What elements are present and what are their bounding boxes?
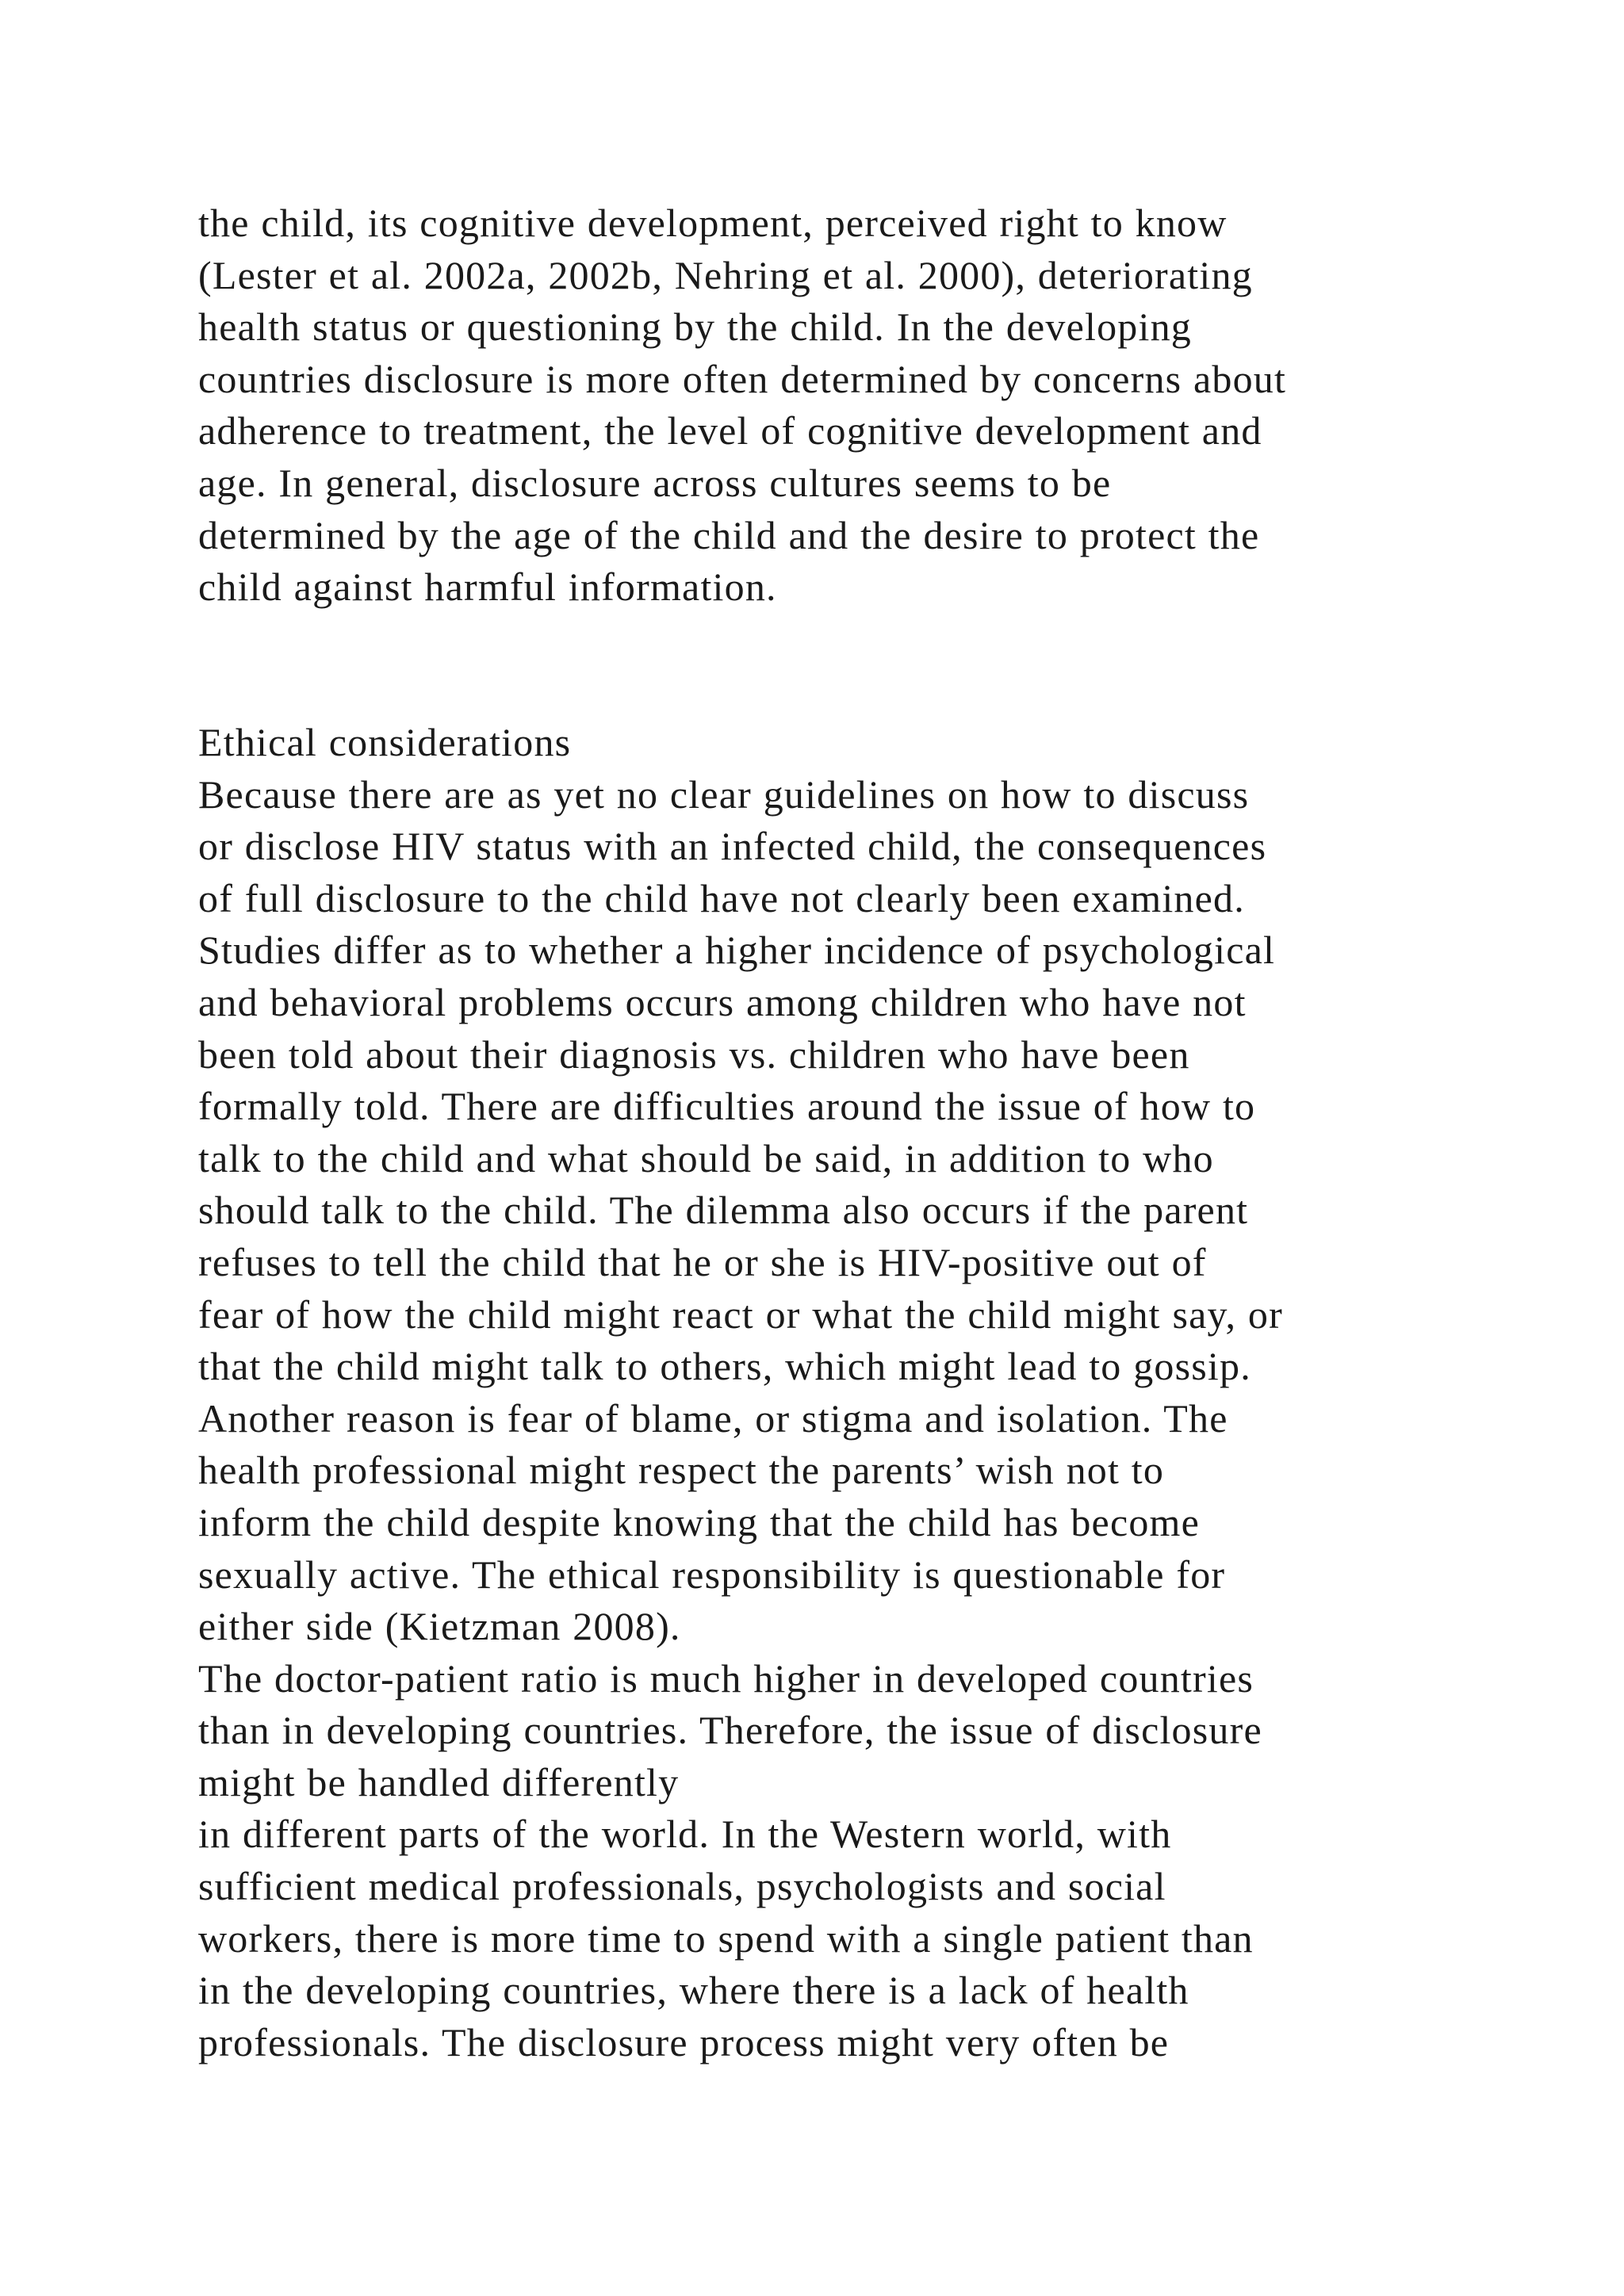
text-line: and behavioral problems occurs among children who have not (198, 979, 1247, 1024)
text-line: might be handled differently (198, 1759, 680, 1804)
text-line: talk to the child and what should be said, in addition to who (198, 1135, 1214, 1181)
text-line: Studies differ as to whether a higher incidence of psychological (198, 928, 1276, 973)
paragraph-continuation (198, 197, 1546, 614)
text-line: child against harmful information. (198, 564, 777, 610)
text-line: either side (Kietzman 2008). (198, 1604, 681, 1649)
text-line: sufficient medical professionals, psychologists and social (198, 1864, 1166, 1909)
text-line: should talk to the child. The dilemma also occurs if the parent (198, 1188, 1249, 1233)
text-line: adherence to treatment, the level of cognitive development and (198, 408, 1262, 453)
text-line: professionals. The disclosure process might very often be (198, 2019, 1170, 2064)
text-line: than in developing countries. Therefore, the issue of disclosure (198, 1708, 1262, 1753)
text-line: fear of how the child might react or what the child might say, or (198, 1292, 1283, 1337)
text-line: refuses to tell the child that he or she is HIV-positive out of (198, 1239, 1207, 1284)
text-line: in the developing countries, where there is a lack of health (198, 1968, 1189, 2013)
text-line: that the child might talk to others, which might lead to gossip. (198, 1344, 1251, 1389)
text-line: The doctor-patient ratio is much higher in developed countries (198, 1655, 1254, 1701)
text-line: health status or questioning by the child. In the developing (198, 304, 1192, 350)
text-line: countries disclosure is more often determined by concerns about (198, 356, 1287, 401)
text-line: the child, its cognitive development, perceived right to know (198, 201, 1228, 245)
text-line: health professional might respect the parents’ wish not to (198, 1448, 1165, 1493)
section-heading: Ethical considerations (198, 720, 572, 764)
text-line: (Lester et al. 2002a, 2002b, Nehring et al. 2000), deteriorating (198, 252, 1253, 297)
text-line: inform the child despite knowing that the child has become (198, 1499, 1201, 1544)
text-line: in different parts of the world. In the Western world, with (198, 1812, 1172, 1857)
text-line: Because there are as yet no clear guidelines on how to discuss (198, 771, 1250, 817)
text-line: workers, there is more time to spend with a single patient than (198, 1915, 1254, 1961)
text-line: been told about their diagnosis vs. children who have been (198, 1031, 1190, 1077)
text-line: determined by the age of the child and the desire to protect the (198, 512, 1260, 557)
text-line: of full disclosure to the child have not clearly been examined. (198, 875, 1245, 920)
text-line: sexually active. The ethical responsibility is questionable for (198, 1552, 1226, 1597)
ethical-considerations-section (198, 717, 1546, 2068)
text-line: age. In general, disclosure across cultures seems to be (198, 460, 1112, 505)
text-line: formally told. There are difficulties around the issue of how to (198, 1084, 1256, 1129)
text-line: Another reason is fear of blame, or stigma and isolation. The (198, 1395, 1228, 1441)
text-line: or disclose HIV status with an infected child, the consequences (198, 824, 1267, 869)
